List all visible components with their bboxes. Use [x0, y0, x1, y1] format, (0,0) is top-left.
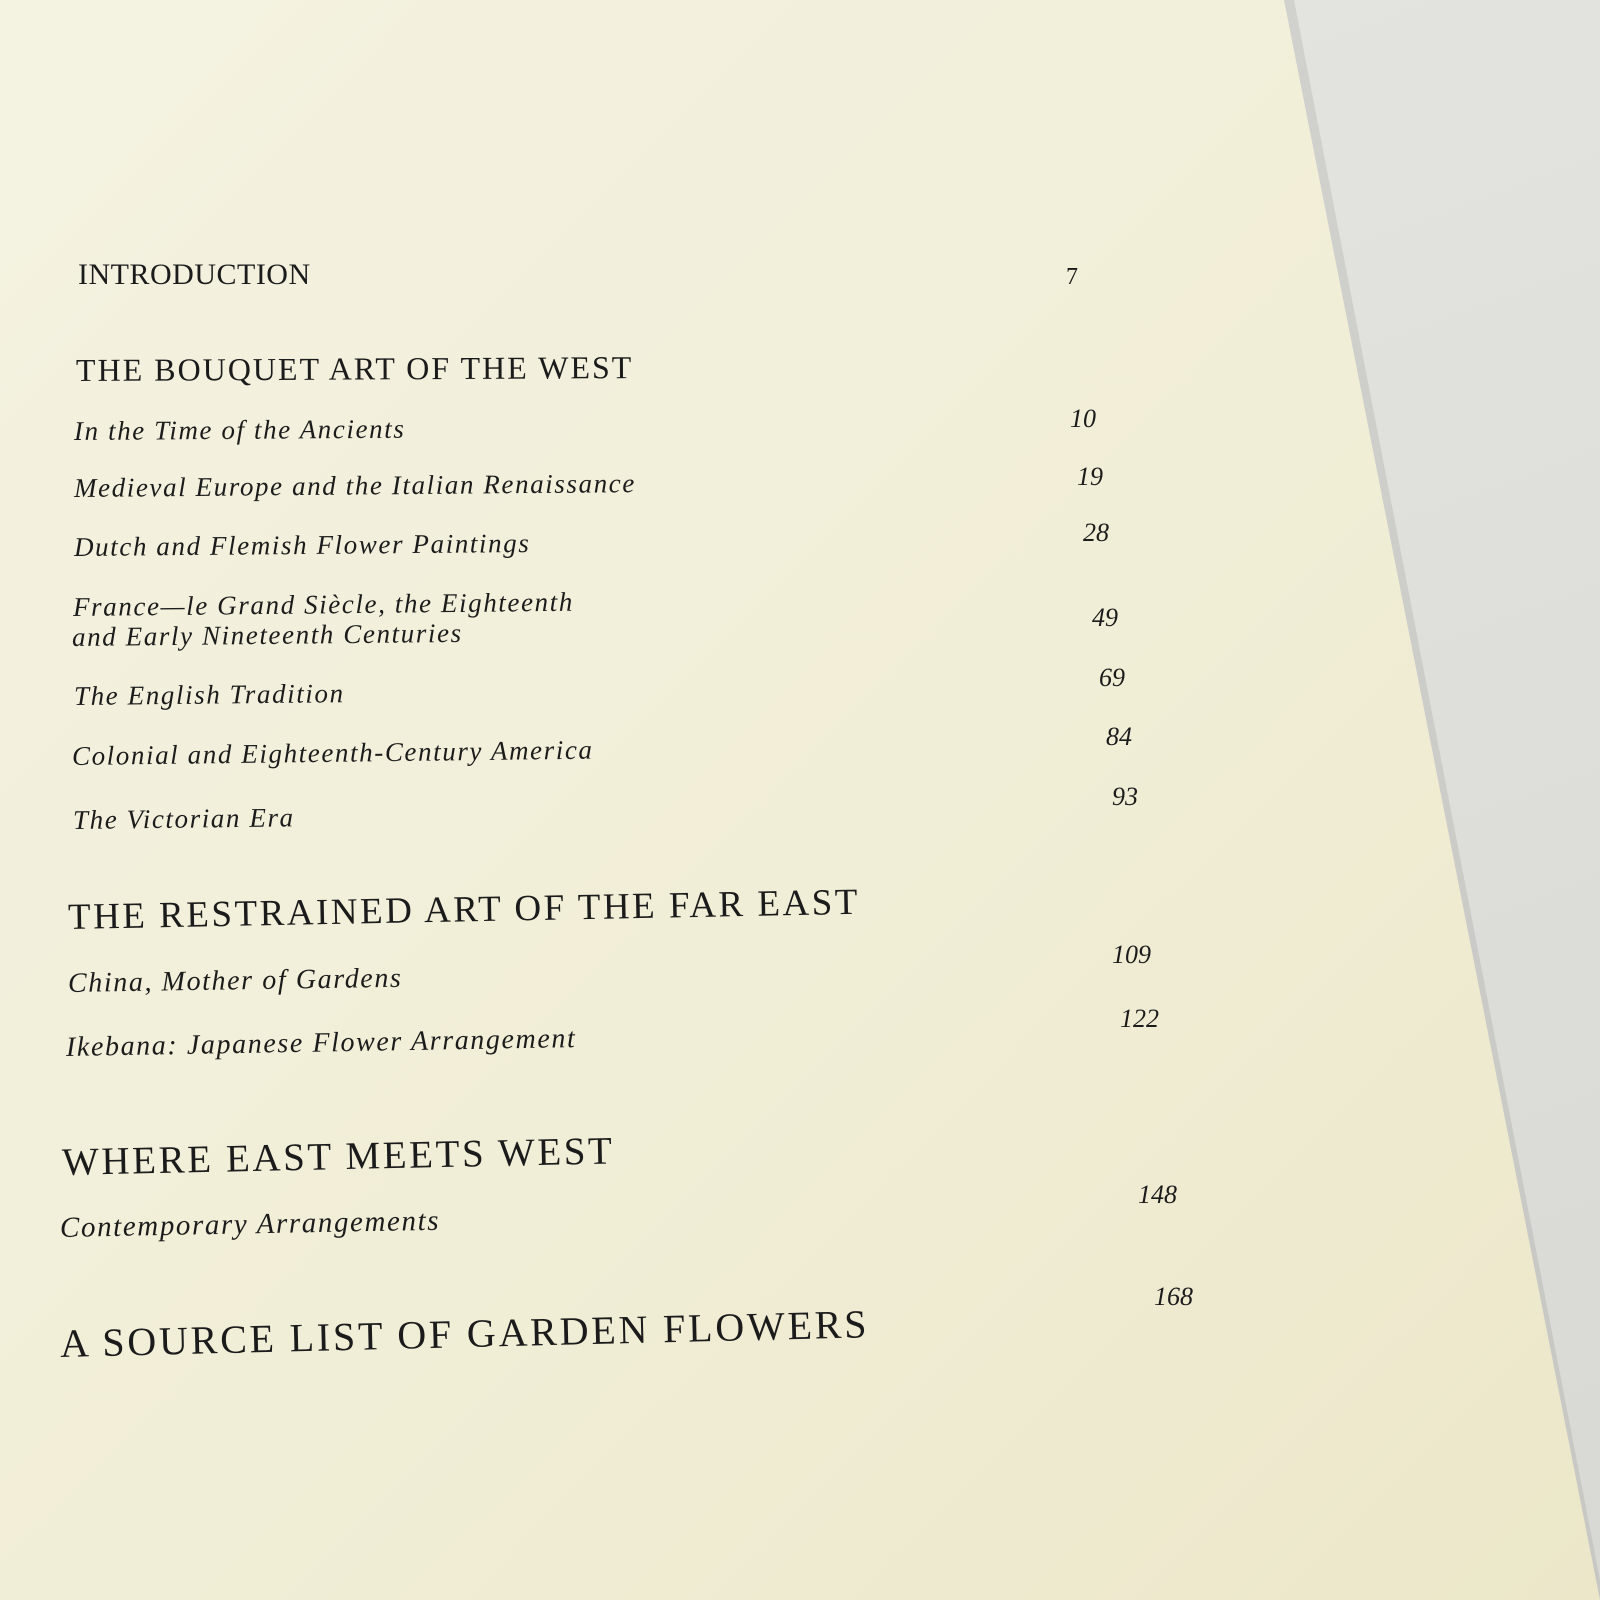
toc-entry-ancients: In the Time of the Ancients: [73, 413, 406, 446]
toc-page-ikebana: 122: [1120, 1004, 1159, 1033]
toc-entry-colonial-america: Colonial and Eighteenth-Century America: [71, 734, 594, 771]
section-west-heading: THE BOUQUET ART OF THE WEST: [75, 349, 634, 388]
toc-page-medieval: 19: [1077, 462, 1103, 491]
toc-entry-dutch-flemish: Dutch and Flemish Flower Paintings: [73, 528, 531, 562]
toc-entry-france-line1: France—le Grand Siècle, the Eighteenth: [72, 586, 575, 622]
toc-entry-victorian-era: The Victorian Era: [72, 802, 295, 835]
toc-page-english-tradition: 69: [1099, 663, 1125, 692]
toc-page-ancients: 10: [1070, 404, 1096, 433]
toc-entry-china: China, Mother of Gardens: [67, 962, 403, 999]
toc-entry-english-tradition: The English Tradition: [73, 678, 345, 711]
toc-page-dutch-flemish: 28: [1083, 518, 1109, 547]
introduction-heading: INTRODUCTION: [78, 258, 311, 291]
toc-page-victorian-era: 93: [1112, 782, 1138, 811]
toc-entry-ikebana: Ikebana: Japanese Flower Arrangement: [65, 1023, 577, 1063]
section-far-east-heading: THE RESTRAINED ART OF THE FAR EAST: [67, 881, 861, 938]
section-east-meets-west-heading: WHERE EAST MEETS WEST: [61, 1129, 615, 1184]
toc-entry-medieval: Medieval Europe and the Italian Renaissance: [73, 468, 637, 503]
source-list-heading: A SOURCE LIST OF GARDEN FLOWERS: [59, 1301, 870, 1366]
source-list-page-number: 168: [1154, 1282, 1193, 1311]
toc-page-china: 109: [1112, 940, 1151, 969]
toc-page-contemporary: 148: [1138, 1180, 1177, 1209]
introduction-page-number: 7: [1066, 264, 1078, 290]
toc-page-france: 49: [1092, 603, 1118, 632]
toc-entry-france-line2: and Early Nineteenth Centuries: [71, 617, 463, 652]
toc-page-colonial-america: 84: [1106, 722, 1132, 751]
toc-entry-contemporary: Contemporary Arrangements: [59, 1204, 441, 1244]
